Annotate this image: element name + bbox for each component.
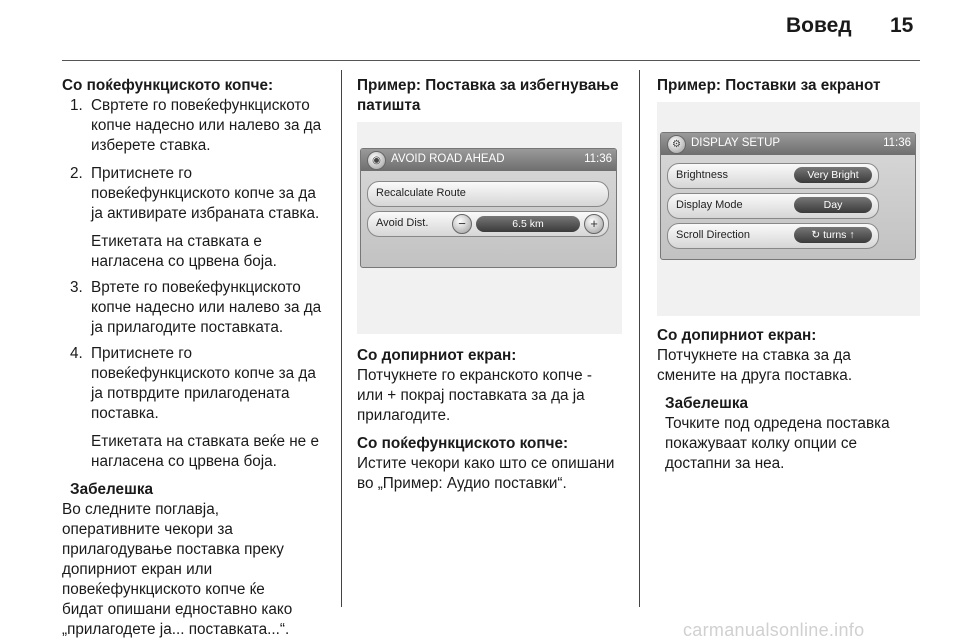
step-3: 3. Вртете го повеќефункциското копче надесно или налево за да ја прилагодите поставката.: [70, 279, 322, 336]
brightness-value: Very Bright: [794, 167, 872, 183]
step-4: 4. Притиснете го повеќефункциското копче за да ја потврдите прилагодената поставка. Етикетата на ставката веќе не е нагласена со црвена боја.: [70, 345, 319, 470]
page-number: 15: [890, 14, 914, 37]
column-3: [657, 76, 922, 96]
knob-heading: Со поќефункциското копче:: [62, 77, 274, 94]
touch-heading: Со допирниот екран:: [357, 347, 517, 364]
header-rule: [62, 60, 920, 61]
brightness-setting[interactable]: Brightness Very Bright: [667, 163, 879, 189]
rotate-icon: ↻: [811, 229, 824, 241]
display-setup-screenshot: [657, 102, 920, 316]
clock: 11:36: [584, 153, 612, 165]
knob-heading-2: Со поќефункциското копче:: [357, 435, 569, 452]
note-text: Во следните поглавја, оперативните чекори за прилагодување поставка преку допирниот екран или повеќефункциското копче ќе бидат опишани едноставно како „прилагодете ја... поставката...“.: [62, 501, 293, 638]
watermark: carmanualsonline.info: [683, 620, 865, 640]
step-1: 1. Свртете го повеќефункциското копче надесно или налево за да изберете ставка.: [70, 97, 322, 154]
avoid-road-screen: [360, 148, 617, 268]
note-block-2: Забелешка Точките под одредена поставка покажуваат колку опции се достапни за неа.: [657, 394, 922, 474]
avoid-distance-row: Avoid Dist. − 6.5 km +: [367, 211, 609, 237]
display-setup-screen: [660, 132, 916, 260]
minus-button[interactable]: −: [452, 214, 472, 234]
scroll-direction-setting[interactable]: Scroll Direction ↻ turns ↑: [667, 223, 879, 249]
clock-2: 11:36: [883, 137, 911, 149]
column-divider-2: [639, 70, 640, 607]
note-title-2: Забелешка: [665, 395, 748, 412]
column-3-text: Со допирниот екран: Потчукнете на ставка за да смените на друга поставка. Забелешка Точките под одредена поставка покажуваат колку опции се достапни за неа.: [657, 326, 922, 474]
arrow-up-icon: ↑: [846, 229, 855, 241]
touch-heading-2: Со допирниот екран:: [657, 327, 817, 344]
page-section-title: Вовед: [786, 14, 852, 37]
column-divider-1: [341, 70, 342, 607]
step-2: 2. Притиснете го повеќефункциското копче за да ја активирате избраната ставка. Етикетата на ставката е нагласена со црвена боја.: [70, 165, 320, 270]
nav-icon: ◉: [367, 151, 386, 170]
scroll-direction-value: ↻ turns ↑: [794, 227, 872, 243]
note-block: [62, 480, 334, 500]
screen-title-bar-2: ⚙ DISPLAY SETUP 11:36: [661, 133, 915, 155]
avoid-distance-value: 6.5 km: [476, 216, 580, 232]
column-2: [357, 76, 629, 116]
column-2-text: Со допирниот екран: Потчукнете го екранското копче - или + покрај поставката за да ја прилагодите. Со поќефункциското копче: Истите чекори како што се опишани во „Пример: Аудио поставки“.: [357, 346, 632, 494]
plus-button[interactable]: +: [584, 214, 604, 234]
recalculate-route-button[interactable]: Recalculate Route: [367, 181, 609, 207]
note-title: Забелешка: [70, 481, 153, 498]
settings-icon: ⚙: [667, 135, 686, 154]
column-1: [62, 76, 334, 640]
display-mode-setting[interactable]: Display Mode Day: [667, 193, 879, 219]
display-mode-value: Day: [794, 197, 872, 213]
example-heading: Пример: Поставка за избегнување патишта: [357, 77, 619, 114]
screen-title-bar: ◉ AVOID ROAD AHEAD 11:36: [361, 149, 616, 171]
display-example-heading: Пример: Поставки за екранот: [657, 77, 881, 94]
avoid-road-screenshot: [357, 122, 622, 334]
